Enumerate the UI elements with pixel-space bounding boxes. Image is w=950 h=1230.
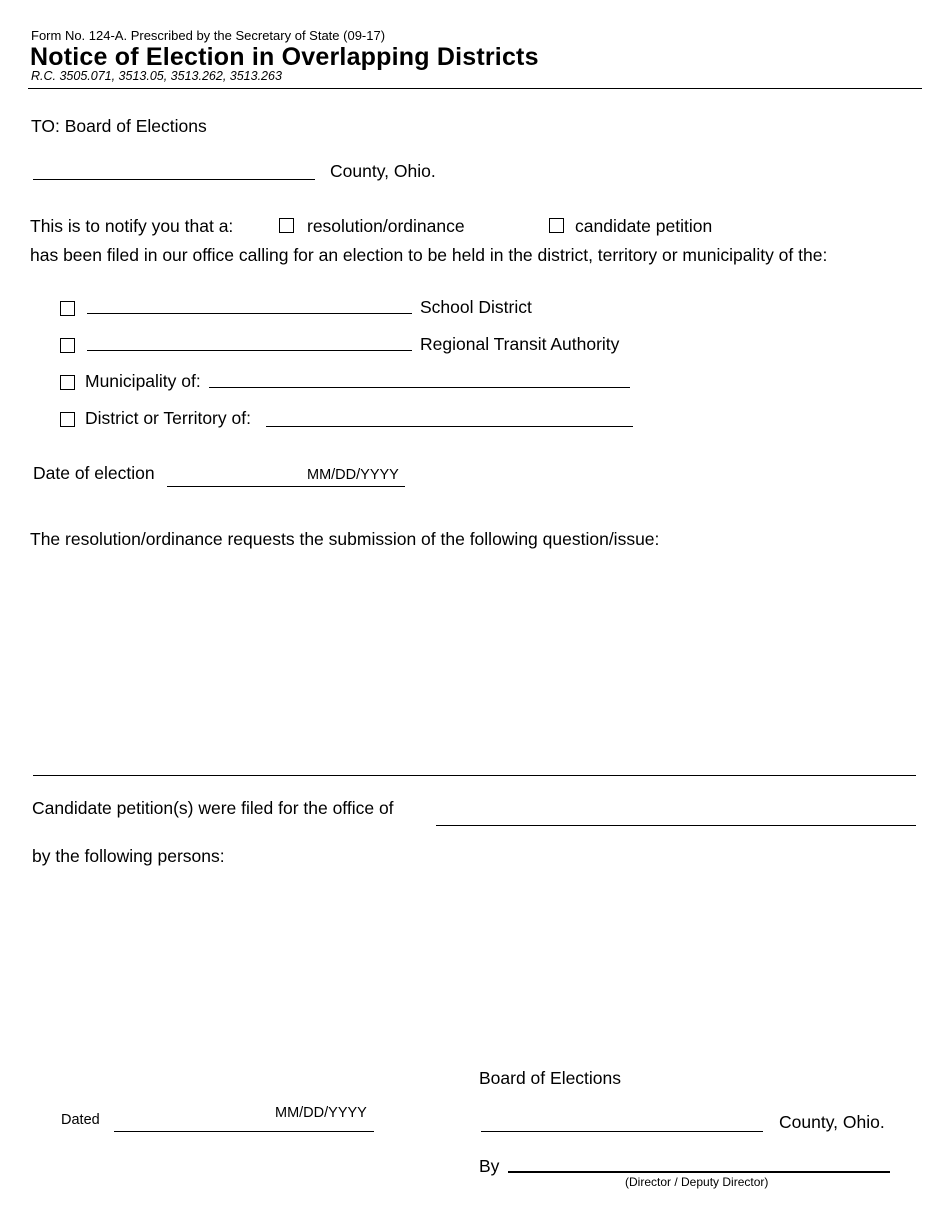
resolution-ordinance-checkbox[interactable] <box>279 218 294 233</box>
municipality-name-field[interactable] <box>209 387 630 388</box>
election-date-placeholder: MM/DD/YYYY <box>307 467 399 483</box>
school-district-checkbox[interactable] <box>60 301 75 316</box>
school-district-label: School District <box>420 297 532 317</box>
county-name-field[interactable] <box>33 179 315 180</box>
county-ohio-label: County, Ohio. <box>330 161 436 181</box>
notify-intro: This is to notify you that a: <box>30 216 234 236</box>
board-of-elections-label: Board of Elections <box>479 1068 622 1088</box>
director-signature-field[interactable] <box>508 1171 890 1173</box>
page-title: Notice of Election in Overlapping Districts <box>30 43 539 71</box>
candidate-persons-label: by the following persons: <box>32 846 225 866</box>
resolution-ordinance-label: resolution/ordinance <box>307 216 465 236</box>
dated-placeholder: MM/DD/YYYY <box>275 1105 367 1121</box>
to-board-label: TO: Board of Elections <box>31 116 207 136</box>
candidate-office-field[interactable] <box>436 825 916 826</box>
regional-transit-checkbox[interactable] <box>60 338 75 353</box>
candidate-petition-label: candidate petition <box>575 216 713 236</box>
header-divider <box>28 88 922 89</box>
question-label: The resolution/ordinance requests the submission of the following question/issue: <box>30 529 660 549</box>
candidate-persons-area[interactable] <box>32 875 916 1045</box>
regional-transit-name-field[interactable] <box>87 350 412 351</box>
election-date-label: Date of election <box>33 463 155 483</box>
district-territory-checkbox[interactable] <box>60 412 75 427</box>
district-territory-name-field[interactable] <box>266 426 633 427</box>
filed-statement: has been filed in our office calling for an election to be held in the district, territory or municipality of the: <box>30 245 828 265</box>
district-territory-label: District or Territory of: <box>85 408 251 428</box>
municipality-label: Municipality of: <box>85 371 201 391</box>
candidate-office-label: Candidate petition(s) were filed for the office of <box>32 798 394 818</box>
question-divider <box>33 775 916 776</box>
school-district-name-field[interactable] <box>87 313 412 314</box>
dated-field[interactable] <box>114 1131 374 1132</box>
election-date-field[interactable] <box>167 486 405 487</box>
candidate-petition-checkbox[interactable] <box>549 218 564 233</box>
municipality-checkbox[interactable] <box>60 375 75 390</box>
statute-references: R.C. 3505.071, 3513.05, 3513.262, 3513.263 <box>31 69 282 83</box>
regional-transit-label: Regional Transit Authority <box>420 334 620 354</box>
question-text-area[interactable] <box>30 558 916 768</box>
dated-label: Dated <box>61 1112 100 1128</box>
board-county-ohio-label: County, Ohio. <box>779 1112 885 1132</box>
board-county-field[interactable] <box>481 1131 763 1132</box>
form-number: Form No. 124-A. Prescribed by the Secretary of State (09-17) <box>31 28 386 43</box>
director-caption: (Director / Deputy Director) <box>625 1175 769 1189</box>
by-label: By <box>479 1156 500 1176</box>
